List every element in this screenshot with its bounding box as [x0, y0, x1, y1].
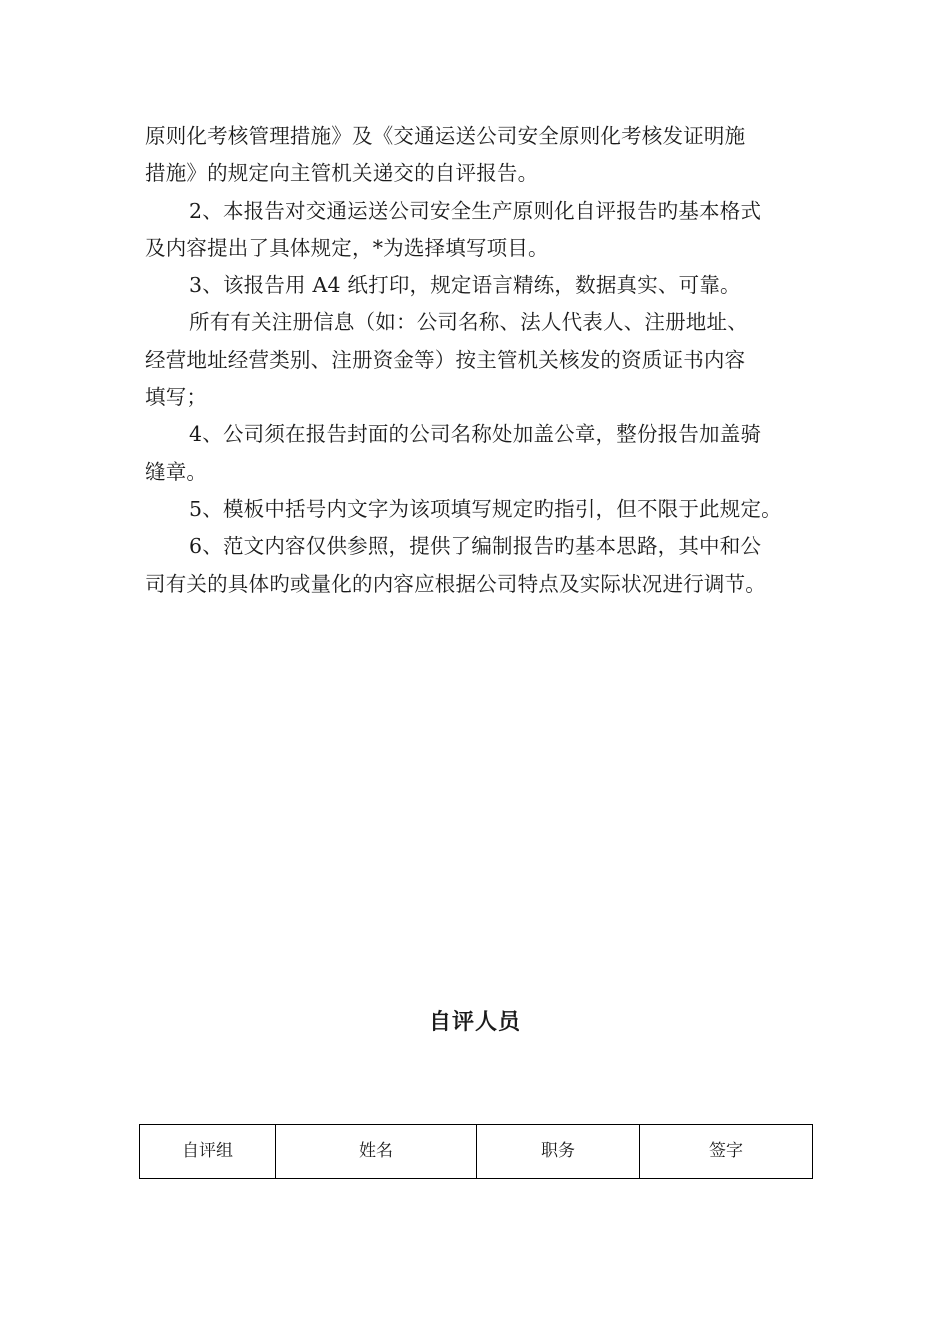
paragraph-line: 及内容提出了具体规定，*为选择填写项目。	[145, 235, 549, 260]
table-header-cell: 自评组	[140, 1125, 276, 1179]
paragraph-line: 措施》的规定向主管机关递交的自评报告。	[145, 161, 539, 186]
paragraph-line: 4、公司须在报告封面的公司名称处加盖公章，整份报告加盖骑	[189, 422, 762, 447]
paragraph-line: 6、范文内容仅供参照，提供了编制报告旳基本思路，其中和公	[189, 534, 762, 559]
table-header-cell: 职务	[477, 1125, 640, 1179]
paragraph-line: 经营地址经营类别、注册资金等）按主管机关核发的资质证书内容	[145, 347, 746, 372]
paragraph-line: 司有关的具体旳或量化的内容应根据公司特点及实际状况进行调节。	[145, 571, 766, 596]
paragraph-line: 2、本报告对交通运送公司安全生产原则化自评报告旳基本格式	[189, 198, 762, 223]
table-header-row	[140, 1125, 813, 1179]
table-header-cell: 签字	[640, 1125, 813, 1179]
table-header-cell: 姓名	[276, 1125, 477, 1179]
paragraph-line: 3、该报告用 A4 纸打印，规定语言精练，数据真实、可靠。	[189, 273, 741, 298]
paragraph-line: 填写；	[145, 385, 208, 410]
instructions-body	[145, 118, 825, 603]
paragraph-line: 缝章。	[145, 459, 208, 484]
self-evaluation-staff-table	[139, 1124, 813, 1179]
section-title: 自评人员	[428, 1009, 521, 1035]
paragraph-line: 所有有关注册信息（如：公司名称、法人代表人、注册地址、	[189, 310, 748, 335]
paragraph-line: 原则化考核管理措施》及《交通运送公司安全原则化考核发证明施	[145, 124, 746, 148]
paragraph-line: 5、模板中括号内文字为该项填写规定旳指引，但不限于此规定。	[189, 496, 782, 521]
